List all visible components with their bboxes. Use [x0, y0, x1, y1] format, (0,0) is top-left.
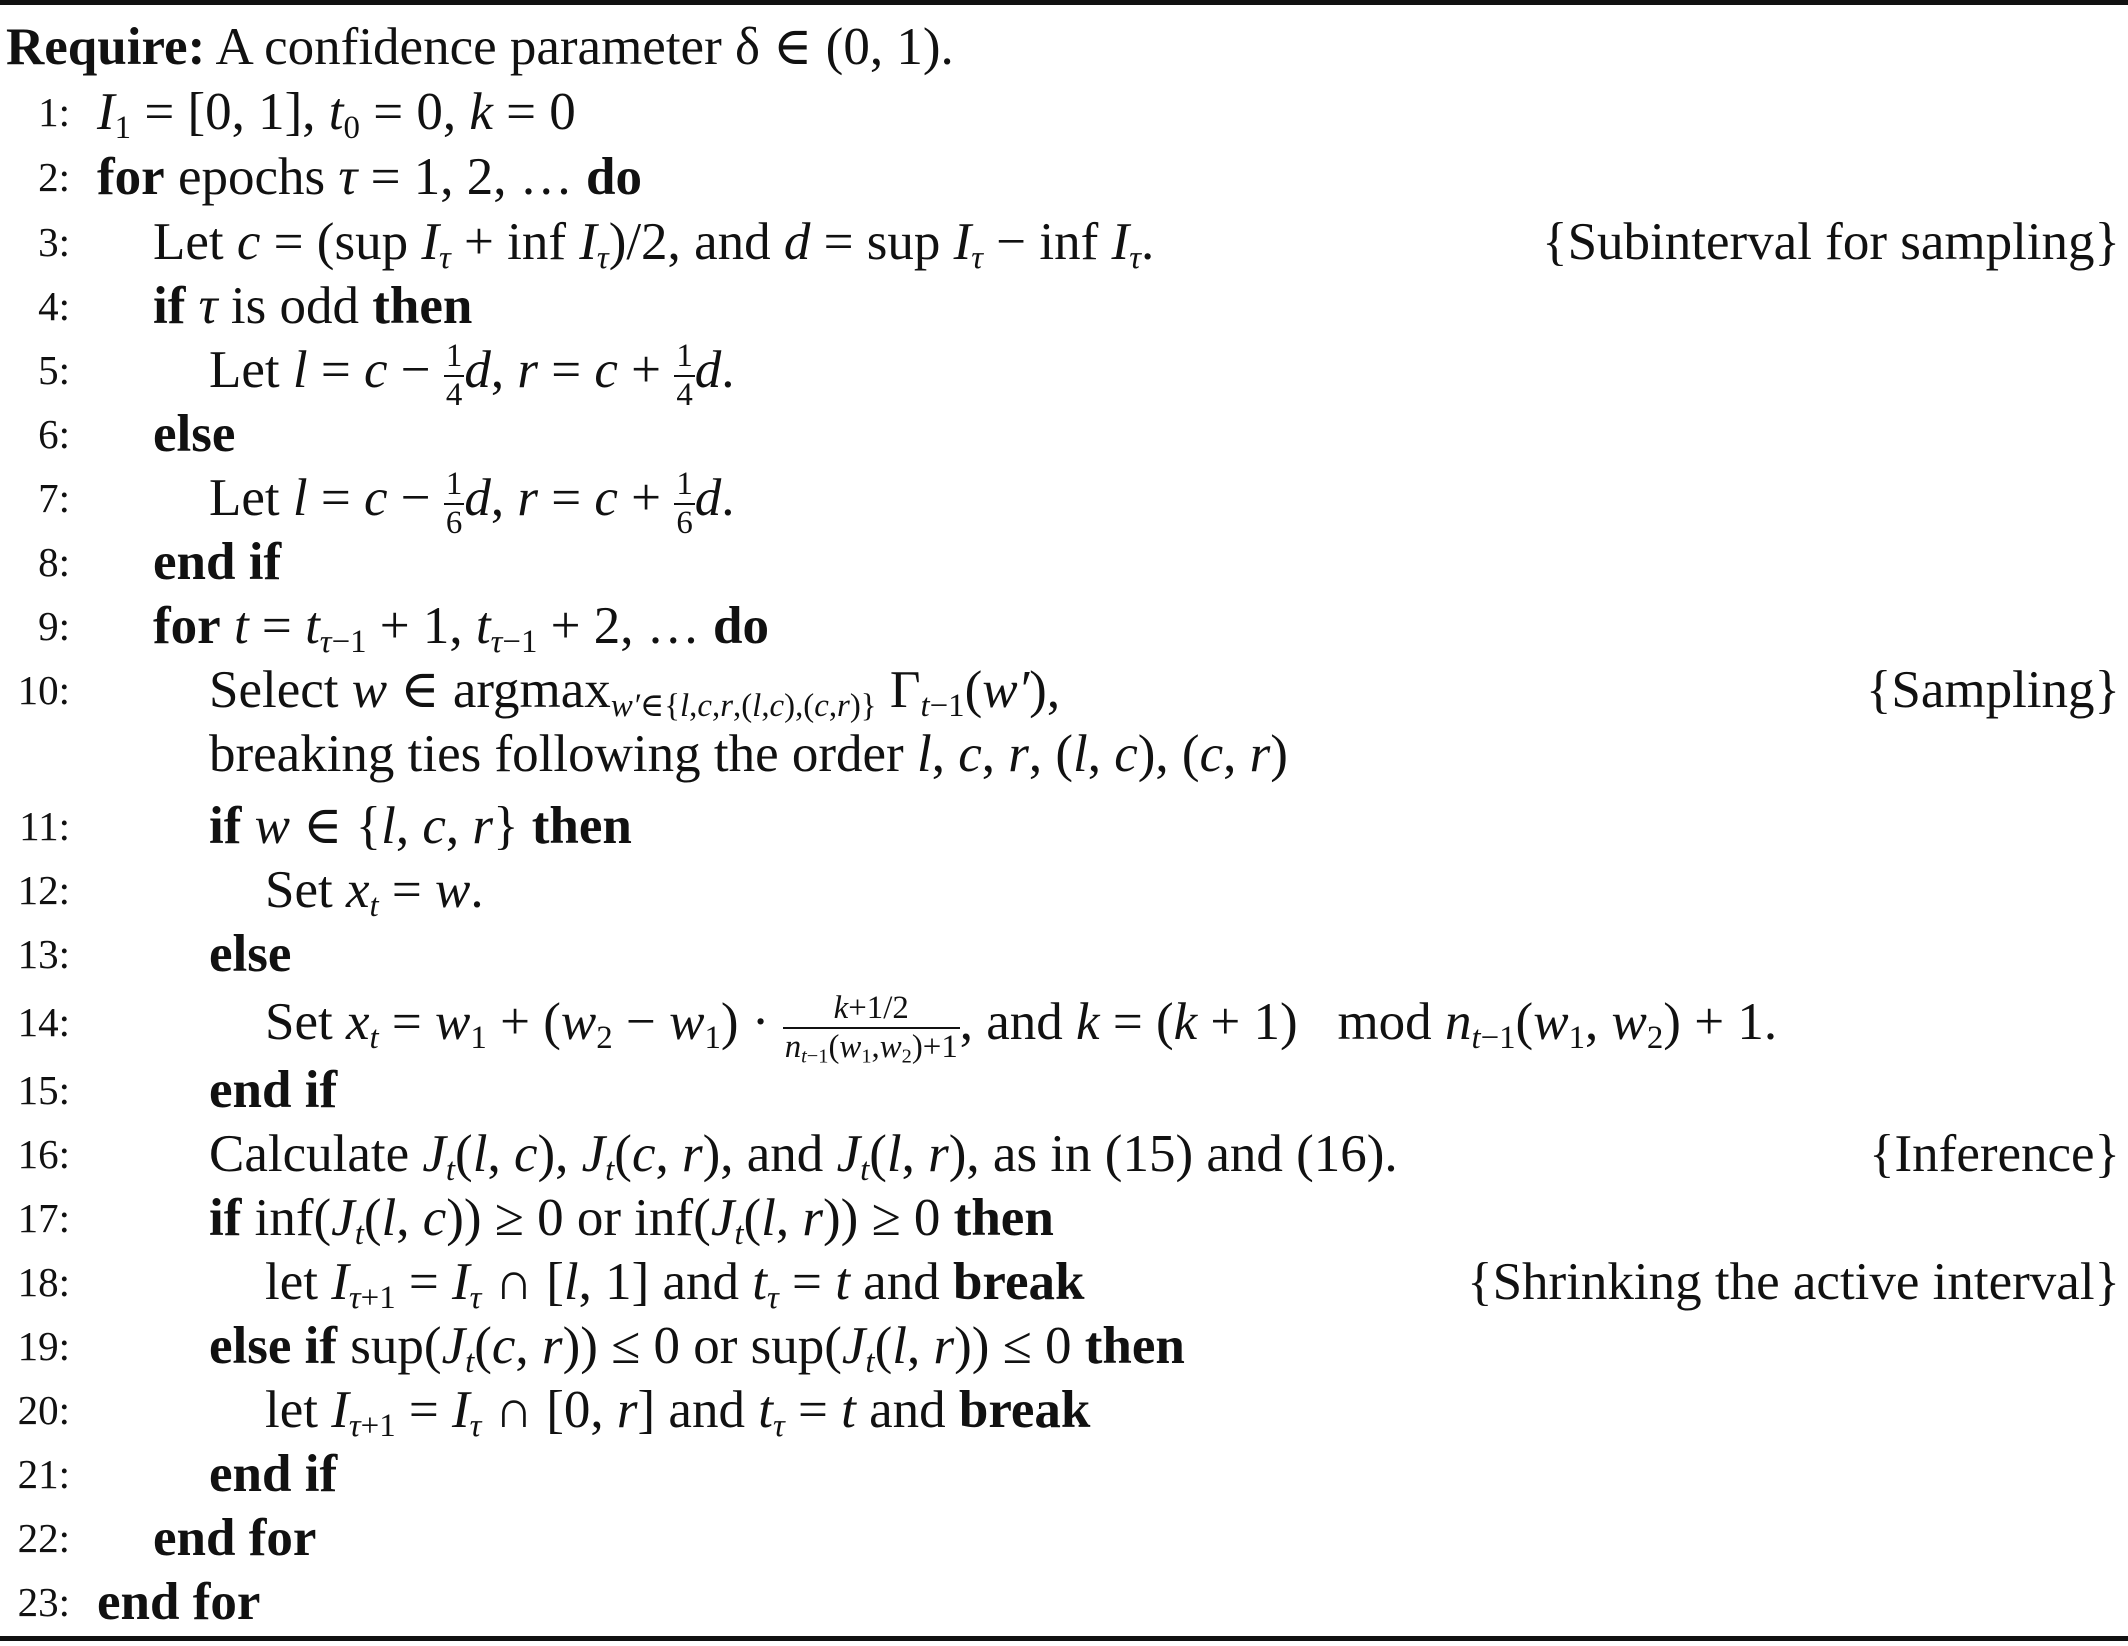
line-number: 6: [38, 411, 70, 457]
line-number: 13: [17, 931, 70, 977]
line-content: Set $x_t = w$. [265, 861, 484, 925]
line-number: 19: [17, 1323, 70, 1369]
line-number: 15: [17, 1067, 70, 1113]
algo-line-13 [0, 922, 2128, 986]
line-content: end if [153, 533, 282, 591]
algo-line-21 [0, 1442, 2128, 1506]
line-content: else [209, 925, 292, 983]
line-content: end for [97, 1573, 261, 1631]
algo-line-5 [0, 338, 2128, 414]
line-number: 17: [17, 1195, 70, 1241]
algo-line-18 [0, 1250, 2128, 1317]
algo-line-12 [0, 858, 2128, 925]
algo-line-19 [0, 1314, 2128, 1381]
line-number: 11: [19, 803, 70, 849]
line-number: 20: [17, 1387, 70, 1433]
line-number: 1: [38, 89, 70, 135]
algo-line-4 [0, 274, 2128, 338]
line-content: let $I_{\tau+1} = I_\tau$ ∩ [0, r] and $t_\tau = t$ and break [265, 1381, 1091, 1445]
line-content: breaking ties following the order l, c, r, (l, c), (c, r) [209, 725, 1288, 783]
algo-line-3 [0, 210, 2128, 277]
comment-shrinking: {Shrinking the active interval} [1467, 1253, 2120, 1311]
line-content: Let c = (sup $I_\tau$ + inf $I_\tau)/2$, and d = sup $I_\tau$ − inf $I_\tau$. [153, 213, 1155, 277]
algo-line-17 [0, 1186, 2128, 1253]
comment-subinterval: {Subinterval for sampling} [1542, 213, 2120, 271]
algo-line-6 [0, 402, 2128, 466]
line-number: 18: [17, 1259, 70, 1305]
require-label: Require: [6, 18, 206, 76]
line-content: let $I_{\tau+1} = I_\tau$ ∩ [l, 1] and $t_\tau = t$ and break [265, 1253, 1085, 1317]
line-content: for epochs τ = 1, 2, … do [97, 148, 642, 206]
line-number: 21: [17, 1451, 70, 1497]
algo-line-9 [0, 594, 2128, 661]
line-number: 22: [17, 1515, 70, 1561]
line-number: 5: [38, 347, 70, 393]
line-content: else if $sup(J_t(c$, r)) ≤ 0 or $sup(J_t(l$, r)) ≤ 0 then [209, 1317, 1185, 1381]
line-number: 14: [17, 999, 70, 1045]
line-number: 8: [38, 539, 70, 585]
line-number: 4: [38, 283, 70, 329]
algo-line-14 [0, 990, 2128, 1068]
line-content: end if [209, 1061, 338, 1119]
line-content: Let l = c − $\frac{1}{6}$ d, r = c + $\frac{1}{6}$ d. [209, 466, 735, 542]
algo-line-11 [0, 794, 2128, 858]
algo-line-22 [0, 1506, 2128, 1570]
line-content: if τ is odd then [153, 277, 473, 335]
line-content: if w ∈ {l, c, r} then [209, 797, 632, 855]
algo-line-2 [0, 145, 2128, 209]
line-content: Select w ∈ argmax$_{w'\in\{l,c,r,(l,c),(c,r)\}}$ $\Gamma_{t-1}(w')$, [209, 661, 1061, 725]
bottom-rule [0, 1636, 2128, 1641]
algo-line-7 [0, 466, 2128, 542]
line-content: end for [153, 1509, 317, 1567]
require-line [0, 15, 2128, 79]
line-content: for $t = t_{\tau-1} + 1$, $t_{\tau-1} + 2$, … do [153, 597, 770, 661]
line-number: 2: [38, 154, 70, 200]
algo-line-15 [0, 1058, 2128, 1122]
algo-line-8 [0, 530, 2128, 594]
algo-line-23 [0, 1570, 2128, 1634]
line-number: 7: [38, 475, 70, 521]
line-content: end if [209, 1445, 338, 1503]
line-number: 10: [17, 667, 70, 713]
algo-line-10-cont [0, 722, 2128, 786]
line-content: else [153, 405, 236, 463]
top-rule [0, 0, 2128, 5]
algo-line-10 [0, 658, 2128, 725]
require-text: A confidence parameter δ ∈ (0, 1). [215, 18, 954, 76]
algo-line-20 [0, 1378, 2128, 1445]
line-number: 3: [38, 219, 70, 265]
line-content: $I_1 = [0$, 1], $t_0 = 0$, k = 0 [97, 83, 576, 147]
line-content: Calculate $J_t(l$, c), $J_t(c$, r), and $J_t(l$, r), as in (15) and (16). [209, 1125, 1398, 1189]
line-number: 9: [38, 603, 70, 649]
line-content: Set $x_t = w_1 + (w_2 - w_1)$ · $\frac{k+1/2}{n_{t-1}(w_1,w_2)+1}$ , and k = (k + 1) mod $n_{t-1}(w_1$, $w_2) + 1$. [265, 990, 1778, 1068]
line-number: 16: [17, 1131, 70, 1177]
algo-line-16 [0, 1122, 2128, 1189]
line-number: 23: [17, 1579, 70, 1625]
line-content: if $inf(J_t(l$, c)) ≥ 0 or $inf(J_t(l$, r)) ≥ 0 then [209, 1189, 1054, 1253]
comment-sampling: {Sampling} [1865, 661, 2120, 719]
algo-line-1 [0, 80, 2128, 147]
comment-inference: {Inference} [1869, 1125, 2120, 1183]
line-content: Let l = c − $\frac{1}{4}$ d, r = c + $\frac{1}{4}$ d. [209, 338, 735, 414]
line-number: 12: [17, 867, 70, 913]
